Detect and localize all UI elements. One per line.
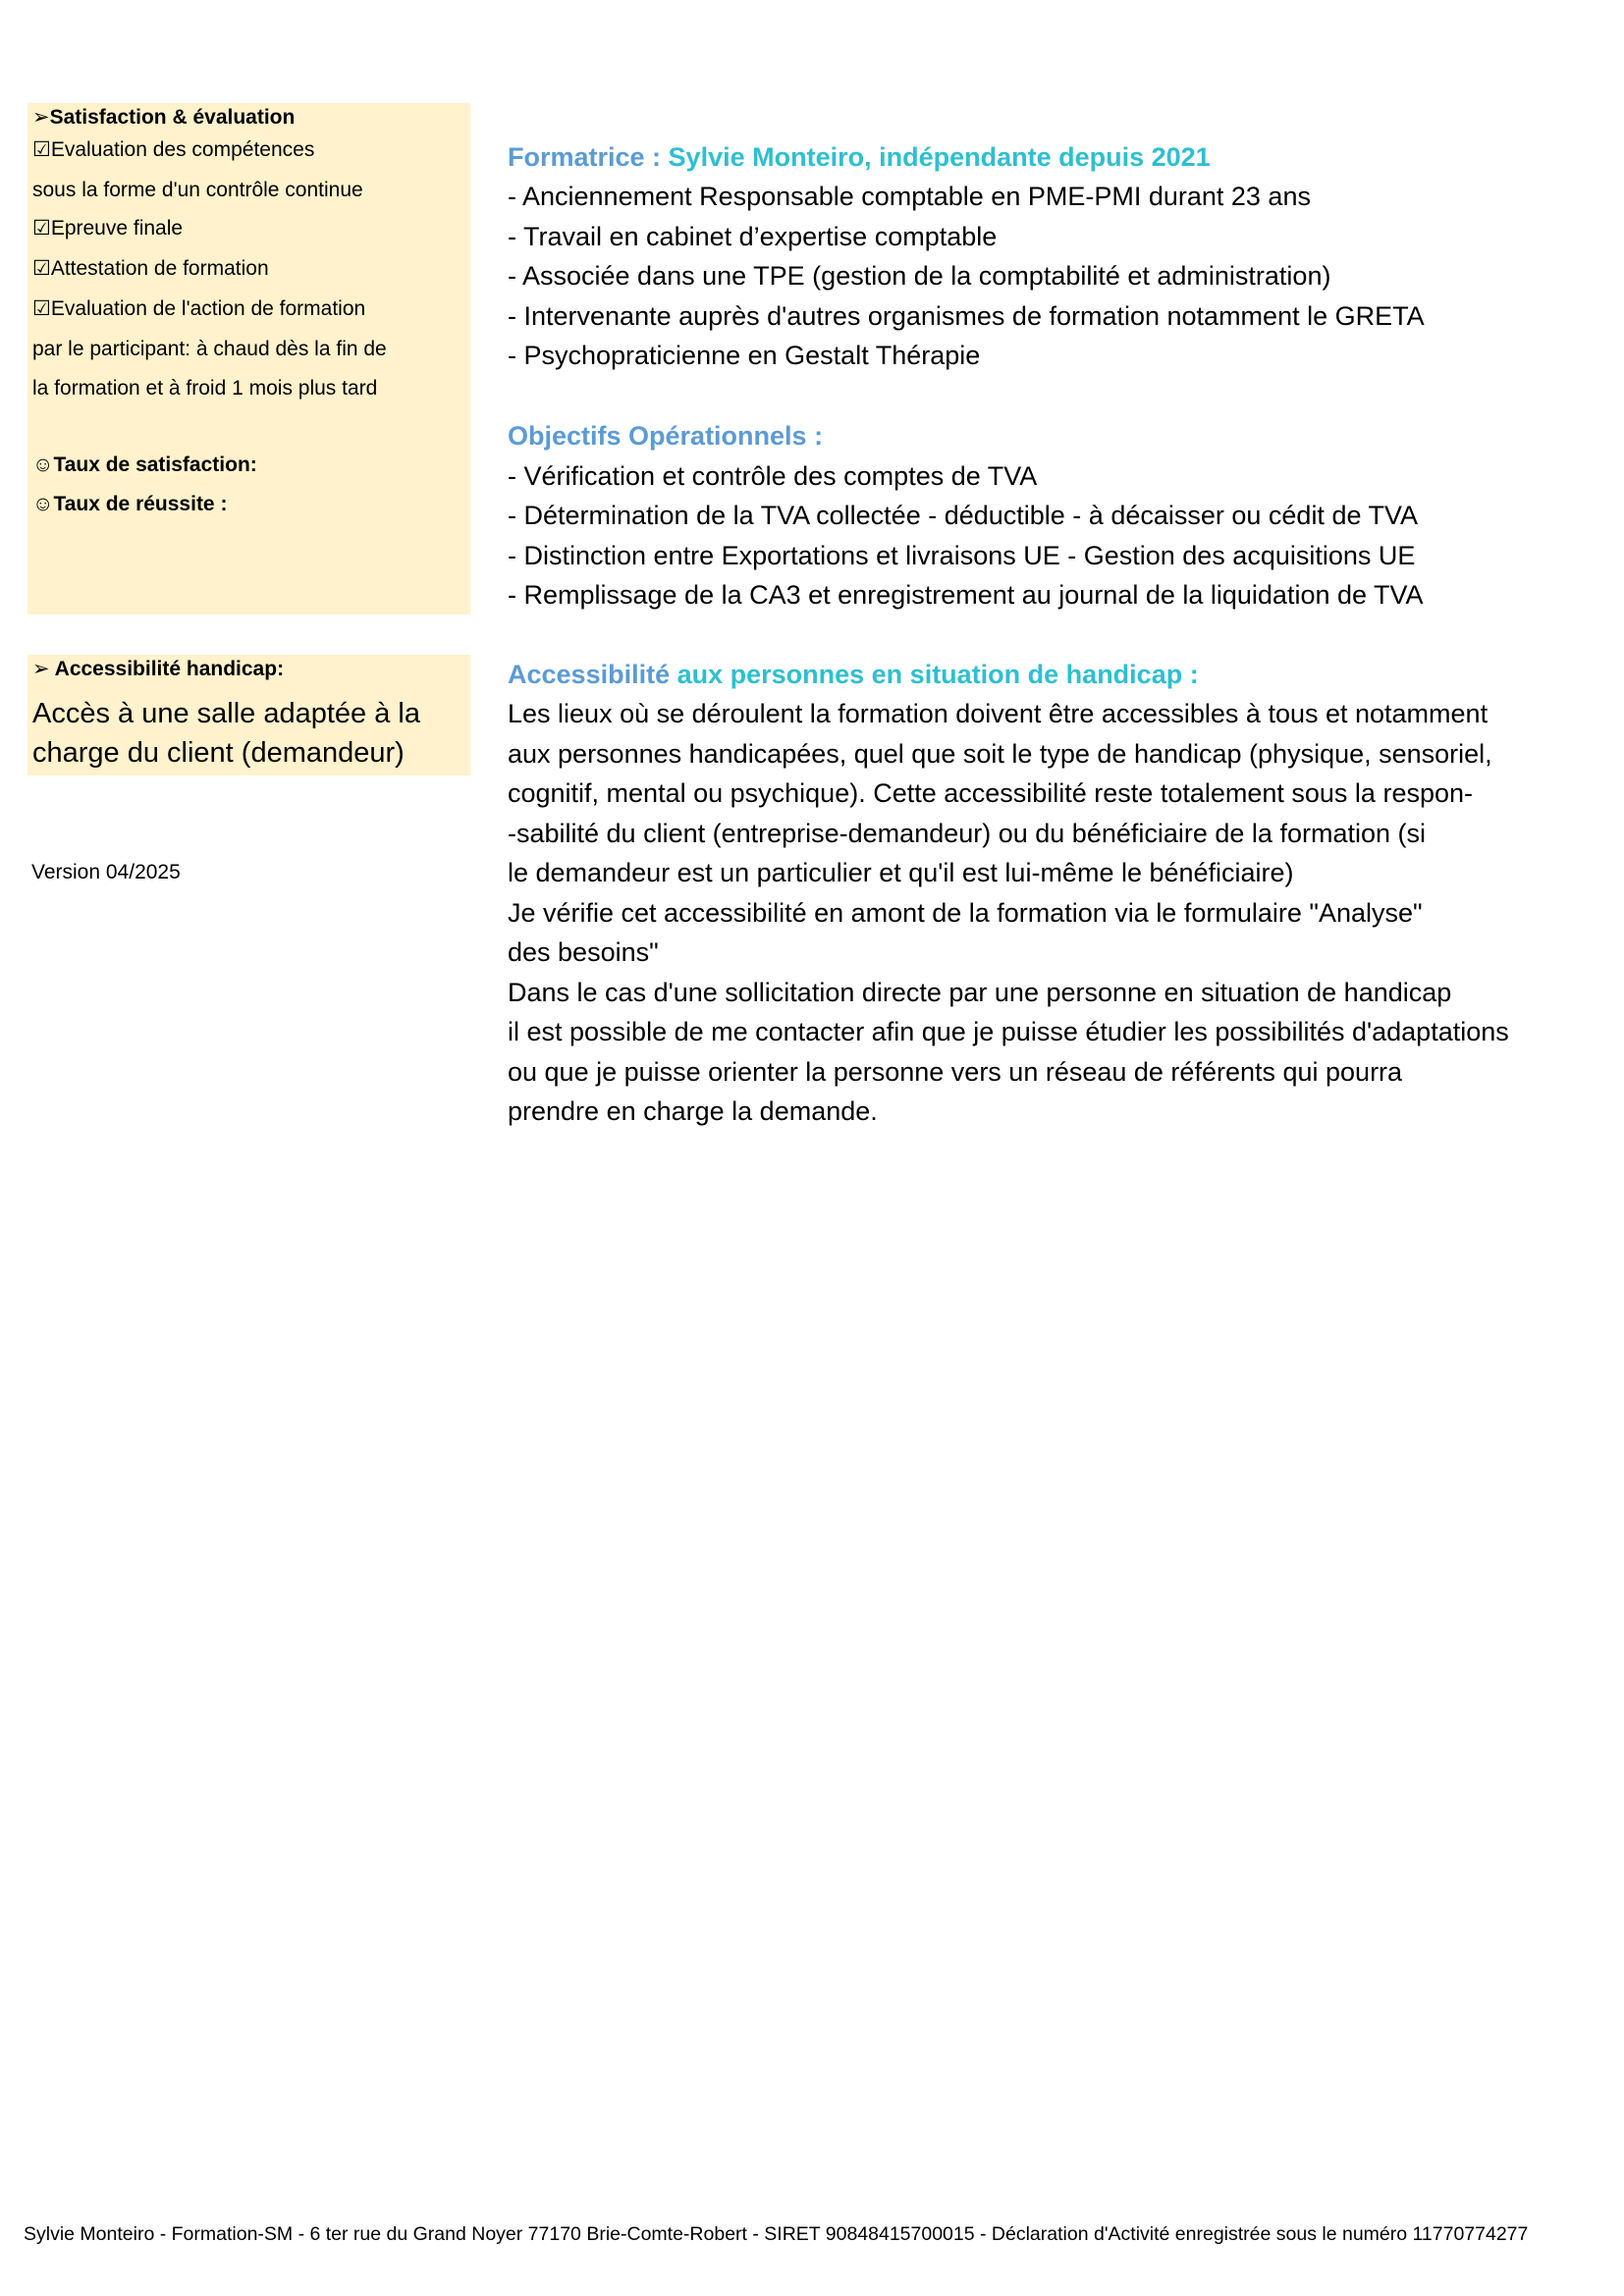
- accessibility-line: des besoins": [508, 937, 659, 967]
- taux-satisfaction: ☺Taux de satisfaction:: [32, 454, 257, 476]
- accessibility-heading-part2: aux personnes en situation de handicap :: [670, 660, 1199, 689]
- satisfaction-line: sous la forme d'un contrôle continue: [32, 179, 363, 201]
- accessibility-box-text: Accès à une salle adaptée à la charge du client (demandeur): [32, 698, 420, 769]
- trainer-item: - Anciennement Responsable comptable en PME-PMI durant 23 ans: [508, 182, 1311, 211]
- accessibility-line: Les lieux où se déroulent la formation doivent être accessibles à tous et notamment: [508, 699, 1489, 728]
- taux-reussite: ☺Taux de réussite :: [32, 493, 228, 515]
- satisfaction-heading: ➢Satisfaction & évaluation: [32, 106, 296, 129]
- version-label: Version 04/2025: [31, 861, 181, 883]
- objective-item: - Distinction entre Exportations et livraisons UE - Gestion des acquisitions UE: [508, 541, 1416, 570]
- satisfaction-line: par le participant: à chaud dès la fin de: [32, 338, 387, 360]
- accessibility-line: il est possible de me contacter afin que je puisse étudier les possibilités d'adaptations: [508, 1017, 1509, 1046]
- accessibility-heading-part1: Accessibilité: [508, 660, 671, 689]
- satisfaction-line: la formation et à froid 1 mois plus tard: [32, 377, 378, 400]
- accessibility-line: le demandeur est un particulier et qu'il est lui-même le bénéficiaire): [508, 858, 1294, 887]
- trainer-label: Formatrice :: [508, 142, 669, 172]
- satisfaction-line: ☑Evaluation de l'action de formation: [32, 297, 366, 320]
- satisfaction-line: ☑Evaluation des compétences: [32, 138, 315, 161]
- satisfaction-box: [27, 103, 470, 614]
- accessibility-line: prendre en charge la demande.: [508, 1096, 878, 1126]
- accessibility-box-heading: ➢ Accessibilité handicap:: [32, 658, 285, 680]
- satisfaction-line: ☑Attestation de formation: [32, 257, 269, 280]
- trainer-name: Sylvie Monteiro, indépendante depuis 2021: [668, 142, 1211, 172]
- page-footer: Sylvie Monteiro - Formation-SM - 6 ter rue du Grand Noyer 77170 Brie-Comte-Robert - SIRET 90848415700015 - Déclaration d'Activité enregistrée sous le numéro 11770774277: [24, 2223, 1529, 2245]
- accessibility-line: Je vérifie cet accessibilité en amont de la formation via le formulaire "Analyse": [508, 898, 1423, 928]
- accessibility-line: aux personnes handicapées, quel que soit le type de handicap (physique, sensoriel,: [508, 739, 1492, 769]
- accessibility-line: cognitif, mental ou psychique). Cette accessibilité reste totalement sous la respon-: [508, 778, 1473, 808]
- trainer-heading: [508, 137, 1211, 177]
- trainer-item: - Psychopraticienne en Gestalt Thérapie: [508, 341, 981, 370]
- objectives-heading: Objectifs Opérationnels :: [508, 421, 824, 451]
- trainer-item: - Travail en cabinet d’expertise comptable: [508, 222, 998, 251]
- trainer-item: - Intervenante auprès d'autres organismes de formation notamment le GRETA: [508, 301, 1425, 331]
- accessibility-line: ou que je puisse orienter la personne vers un réseau de référents qui pourra: [508, 1057, 1403, 1087]
- trainer-item: - Associée dans une TPE (gestion de la comptabilité et administration): [508, 261, 1331, 291]
- accessibility-heading: [508, 655, 1199, 694]
- accessibility-line: -sabilité du client (entreprise-demandeur) ou du bénéficiaire de la formation (si: [508, 819, 1426, 848]
- objective-item: - Vérification et contrôle des comptes de TVA: [508, 461, 1038, 491]
- accessibility-line: Dans le cas d'une sollicitation directe par une personne en situation de handicap: [508, 978, 1452, 1007]
- objective-item: - Détermination de la TVA collectée - déductible - à décaisser ou cédit de TVA: [508, 501, 1418, 530]
- satisfaction-line: ☑Epreuve finale: [32, 217, 184, 240]
- accessibility-box: [27, 655, 470, 775]
- objective-item: - Remplissage de la CA3 et enregistrement au journal de la liquidation de TVA: [508, 580, 1424, 610]
